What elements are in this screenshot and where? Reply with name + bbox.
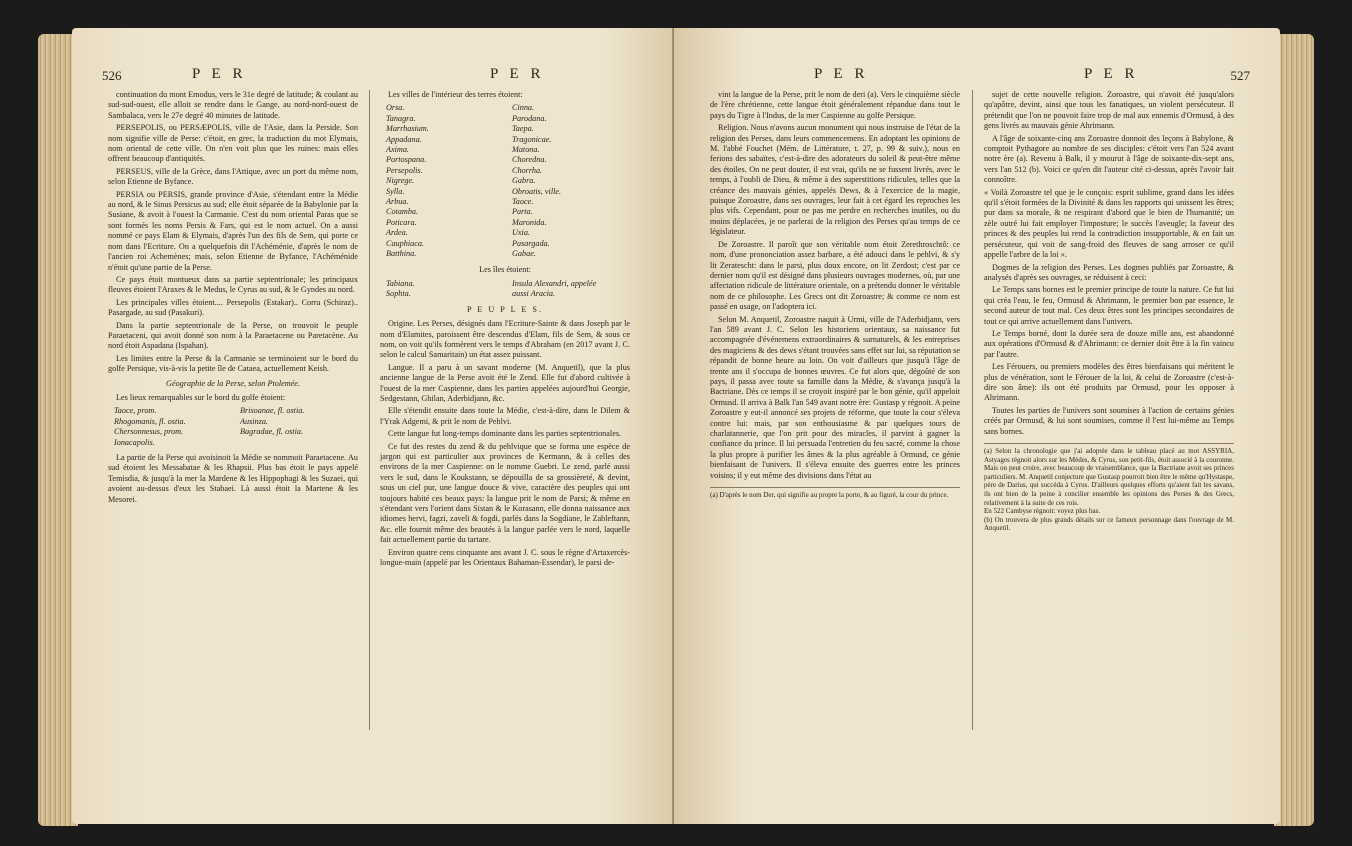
list-item: Ausinza.: [240, 416, 268, 426]
running-header: P E R: [814, 66, 869, 82]
paragraph: Environ quatre cens cinquante ans avant J. C. sous le règne d'Artaxercès-longue-main (appelé par les Orientaux Bahaman-Essendar), le parsi de-: [380, 547, 630, 568]
paragraph: Selon M. Anquetil, Zoroastre naquit à Urmi, ville de l'Aderbidjann, vers l'an 589 avant J. C. Selon les historiens orientaux, sa naissance fut accompagnée d'événemens extraordinaires & surnaturels, & les entreprises des magiciens & des dews s'étant trouvées sans effet sur lui, sa réputation se répandit de bonne heure au loin. On voit d'ailleurs que jusqu'à l'âge de trente ans il s'occupa de bonnes œuvres. Ce fut alors que, dégoûté de son pays, il passa avec toute sa famille dans la Médie, & s'avança jusqu'à la Bactriane. Dès ce temps il se croyoit inspiré par le bon génie, qu'il appeloit Ormusd. Il arriva à Balk l'an 549 avant notre ère: Gustasp y régnoit. A peine Zoroastre y eut-il annoncé ses projets de réforme, que toute la cour s'éleva contre lui: mais, par son enthousiasme & par quelques tours de charlatannerie, que l'on prit pour des miracles, il parvint à gagner la confiance du prince. Il lui persuada l'entretien du feu sacré, comme la chose la plus propre à purifier les âmes & la plus agréable à Ormusd, ce génie bienfaisant de l'univers. Il s'éleva ensuite des guerres entre les princes voisins; il y eut même des divisions dans l'état au: [710, 314, 960, 480]
page-number: 527: [1230, 68, 1250, 83]
list-item: Chorrha.: [512, 165, 543, 175]
list-item: Pasargada.: [512, 238, 550, 248]
paragraph: Langue. Il a paru à un savant moderne (M. Anquetil), que la plus ancienne langue de la Perse avoit été le Zend. Elle fut d'abord cultivée à l'ouest de la mer Caspienne, dans les parties appelées aujourd'hui Georgie, Sedgestann, Ghilan, Aderbidjann, &c.: [380, 362, 630, 403]
paragraph: Toutes les parties de l'univers sont soumises à l'action de certains génies créés par Ormusd, & lui sont soumises, comme il l'est lui-même au Temps sans bornes.: [984, 405, 1234, 436]
open-book: [38, 20, 1314, 830]
list-item: Tanagra.: [386, 113, 416, 123]
column-left: [108, 90, 358, 507]
paragraph: Le Temps sans bornes est le premier principe de toute la nature. Ce fut lui qui créa l'eau, le feu, Ormusd & Ahrimann, le premier bon par essence, le second auteur de tout mal. Ces deux êtres sont les principes secondaires de tout ce qui arrive actuellement dans l'univers.: [984, 285, 1234, 326]
list-item: Insula Alexandri, appelée: [512, 278, 597, 288]
list-item: Matona.: [512, 145, 540, 155]
running-header: P E R: [490, 66, 545, 82]
list-item: Sylla.: [386, 186, 405, 196]
footnote: (a) Selon la chronologie que j'ai adoptée dans le tableau placé au mot ASSYRIA, Astyages régnoit alors sur les Mèdes, & Cyrus, son petit-fils, étoit associé à la couronne. Mais on peut croire, avec beaucoup de vraisemblance, que la Bactriane avoit ses princes particuliers. M. Anquetil conjecture que Gustasp pourroit bien être le même qu'Hystaspe, père de Darius, qui succéda à Cyrus. D'ailleurs quelques efforts qu'aient fait les savans, ils ont bien de la peine à concilier ensemble les opinions des Perses & des Grecs, relativement à la suite de ces rois.: [984, 447, 1234, 507]
list-item: Chersonnesus, prom.: [114, 427, 184, 437]
list-item: Marrhasium.: [386, 124, 429, 134]
paragraph: sujet de cette nouvelle religion. Zoroastre, qui n'avoit été jusqu'alors qu'apôtre, devint, ainsi que tous les fanatiques, un violent persécuteur. Il prétendit que l'on ne pouvoit faire trop de mal aux ennemis d'Ormusd, à des gens livrés au mauvais génie Ahrimann.: [984, 90, 1234, 131]
list-item: Bagradae, fl. ostia.: [240, 427, 303, 437]
paragraph: Le Temps borné, dont la durée sera de douze mille ans, est abandonné aux opérations d'Ormusd & d'Ahrimann: ce dernier doit être à la fin vaincu par l'autre.: [984, 328, 1234, 359]
island-list: [386, 279, 630, 300]
column-rule: [369, 90, 370, 730]
running-header: P E R: [1084, 66, 1139, 82]
list-item: Persepolis.: [386, 165, 423, 175]
list-item: Brisoanae, fl. ostia.: [240, 406, 305, 416]
paragraph: A l'âge de soixante-cinq ans Zoroastre donnoit des leçons à Babylone, & comptoit Pythagore au nombre de ses disciples: c'étoit vers l'an 524 avant notre ère (a). Revenu à Balk, il y mourut à l'âge de soixante-dix-sept ans, vers l'an 512 (b). Voici ce qu'en dit l'auteur cité ci-dessus, après l'avoir fait connoître.: [984, 133, 1234, 185]
city-list: [386, 103, 630, 259]
section-heading: P E U P L E S.: [467, 304, 543, 314]
footnotes: [984, 443, 1234, 533]
paragraph: De Zoroastre. Il paroît que son véritable nom étoit Zerethroschtô: ce nom, d'une prononciation assez barbare, a été adouci dans le pehlvi, & s'y lit Zeratescht: dans le parsi, plus doux encore, on lit Zerdost; c'est par ce dernier nom qu'il est désigné dans plusieurs ouvrages modernes, où, par une affectation ridicule de littérature orientale, on a prétendu donner le véritable nom de ce philosophe. Les Grecs ont dit Zoroastre; & comme ce nom est passé en usage, on l'adoptera ici.: [710, 239, 960, 312]
running-header: P E R: [192, 66, 247, 82]
footnote: (b) On trouvera de plus grands détails sur ce fameux personnage dans l'ouvrage de M. Anquetil.: [984, 515, 1234, 533]
list-item: Maronida.: [512, 217, 547, 227]
list-item: Axima.: [386, 145, 409, 155]
list-item: Parta.: [512, 207, 533, 217]
column-left: [710, 90, 960, 500]
list-item: Obroatis, ville.: [512, 186, 562, 196]
list-item: Cauphiaca.: [386, 238, 424, 248]
list-item: Ardea.: [386, 228, 408, 238]
list-item: Taoce, prom.: [114, 406, 157, 416]
section-heading: Géographie de la Perse, selon Ptolemée.: [166, 378, 300, 388]
list-item: Nigrege.: [386, 176, 415, 186]
block-quote: [984, 188, 1234, 261]
list-item: aussi Aracia.: [512, 289, 556, 299]
section-heading: Les îles étoient:: [479, 264, 531, 274]
list-item: Parodana.: [512, 113, 547, 123]
list-item: Cinna.: [512, 103, 535, 113]
paragraph: continuation du mont Emodus, vers le 31e degré de latitude; & coulant au sud-sud-ouest, elle alloit se rendre dans le Gange, au nord-nord-ouest de Sambalaca, vers le 27e degré 40 minutes de latitude.: [108, 90, 358, 120]
paragraph: Ce pays étoit montueux dans sa partie septentrionale; les principaux fleuves étoient l'Araxes & le Medus, le Cyrus au sud, & le Gyndes au nord.: [108, 274, 358, 295]
paragraph: Ce fut des restes du zend & du pehlvique que se forma une espèce de jargon qui est particulier aux provinces de Kermann, & à celles des environs de la mer Caspienne: on le nomme Guebri. Le zend, parlé aussi vers le sud, dans le Koukstann, se dépouilla de sa grossièreté, & devint, sous un ciel pur, une langue douce & vive, caractère des peuples qui ont toujours habité ces beaux pays: la langue prit le nom de Parsi; & même en s'étendant vers l'orient dans Sistan & le Korasann, elle donna naissance aux idiomes hervi, fagzi, zaveli & fogdi, parlés dans la Sogdiane, le Zableftann, &c. elle fournit même des beautés à la langue parlée vers le nord, laquelle fait actuellement partie du tartare.: [380, 441, 630, 545]
list-item: Gabra.: [512, 176, 536, 186]
right-page-edges: [1274, 34, 1314, 826]
list-item: Rhogomanis, fl. ostia.: [114, 416, 186, 426]
paragraph: Religion. Nous n'avons aucun monument qui nous instruise de l'état de la religion des Perses, dans leurs commencemens. En adoptant les opinions de M. l'abbé Fouchet (Mém. de Littérature, t. 27, p. 99 & suiv.), nous en ferions des sabaïtes, c'est-à-dire des adorateurs du soleil & peut-être même des étoiles. On ne peut douter, il est vrai, qu'ils ne se fussent livrés, avec le temps, à l'oubli de Dieu, & même à des superstitions ridicules, telles que la créance des mauvais génies, appelés Dews, & à l'exercice de la magie, puisque Zoroastre, dans ses ouvrages, leur fait à cet égard les reproches les plus vifs. Cependant, pour ne pas me perdre en recherches inutiles, ou du moins déplacées, je ne parlerai de la religion des Perses qu'au temps de ce législateur.: [710, 123, 960, 237]
paragraph: La partie de la Perse qui avoisinoit la Médie se nommoit Paraetacene. Au sud étoient les Messabatae & les Rhapsii. Plus bas étoit le pays appelé Temisdia, & jusqu'à la mer la Mardene & les Hippophagi & les Suzaei, qui avoient au-dessus d'eux les Stabaei. Là aussi étoit la Martene & les Mesorei.: [108, 453, 358, 504]
list-item: Appadana.: [386, 134, 422, 144]
paragraph: Cette langue fut long-temps dominante dans les parties septentrionales.: [388, 429, 622, 439]
paragraph: Les limites entre la Perse & la Carmanie se terminoient sur le bord du golfe Persique, vis-à-vis la petite île de Cataea, actuellement Keish.: [108, 353, 358, 374]
paragraph: Les villes de l'intérieur des terres étoient:: [388, 90, 523, 99]
left-page: [72, 28, 678, 824]
paragraph: Elle s'étendit ensuite dans toute la Médie, c'est-à-dire, dans le Dilem & l'Yrak Adgemi, & prit le nom de Pehlvi.: [380, 406, 630, 426]
paragraph: PERSEUS, ville de la Grèce, dans l'Attique, avec un port du même nom, selon Etienne de Byfance.: [108, 166, 358, 187]
right-page: [674, 28, 1280, 824]
list-item: Ionacapolis.: [114, 437, 155, 447]
list-item: Cotamba.: [386, 207, 419, 217]
list-item: Arbua.: [386, 197, 409, 207]
footnote: En 522 Cambyse régnoit: voyez plus bas.: [984, 507, 1101, 516]
paragraph: PERSEPOLIS, ou PERSÆPOLIS, ville de l'Asie, dans la Perside. Son nom signifie ville de Perse: c'étoit, en grec, la traduction du mot Elymais, nom oriental de cette ville. On n'en voit plus que les ruines: mais elles offrent beaucoup d'antiquités.: [108, 123, 358, 164]
list-item: Batthina.: [386, 249, 417, 259]
list-item: Gabae.: [512, 249, 536, 259]
column-right: [984, 90, 1234, 533]
place-list: [114, 406, 358, 448]
list-item: Tabiana.: [386, 278, 415, 288]
list-item: Poticara.: [386, 217, 417, 227]
paragraph: PERSIA ou PERSIS, grande province d'Asie, s'étendant entre la Médie au nord, & le Sinus Persicus au sud; elle étoit séparée de la Babylonie par la Susiane, & avoit à l'ouest la Carmanie. C'est du nom oriental Paras que se sont formés les noms Persis & Fars, qui est le nom actuel. On a aussi nommé ce pays Elam & Elymais, d'après l'un des fils de Sem, qui porte ce nom dans l'Ecriture. On a quelquefois dit l'Achéménie, d'après le nom de l'ancien roi Achemènes; mais, selon Etienne de Byfance, l'Achéménide n'étoit qu'une partie de la Perse.: [108, 189, 358, 272]
paragraph: Origine. Les Perses, désignés dans l'Ecriture-Sainte & dans Joseph par le nom d'Elamites, paroissent être descendus d'Elam, fils de Sem, & sous ce nom, on voit qu'ils formèrent vers le temps d'Abraham (en 2017 avant J. C. selon le calcul Samaritain) un état assez puissant.: [380, 319, 630, 360]
column-right: [380, 90, 630, 570]
list-item: Portospana.: [386, 155, 427, 165]
paragraph: Les Férouers, ou premiers modèles des êtres bienfaisans qui méritent le plus de vénération, sont le Férouer de la loi, & celui de Zoroastre (c'est-à-dire son âme): ils ont été produits par Ormusd, pour les opposer à Ahrimann.: [984, 362, 1234, 403]
quote-text: « Voilà Zoroastre tel que je le conçois: esprit sublime, grand dans les idées qu'il s'étoit formées de la Divinité & dans les rapports qui unissent les êtres; pur dans sa morale, & ne respirant d'abord que le bien de l'humanité; un zèle outré lui fait employer l'imposture; le succès l'aveugle; la faveur des princes & des peuples lui rend la contradiction insupportable, & en fait un persécuteur, qui voit de sang-froid des fleuves de sang arroser ce qu'il appelle l'arbre de la loi ».: [984, 187, 1234, 260]
paragraph: Dogmes de la religion des Perses. Les dogmes publiés par Zoroastre, & analysés d'après ses ouvrages, se réduisent à ceci:: [984, 262, 1234, 282]
list-item: Uxia.: [512, 228, 530, 238]
list-item: Choredna.: [512, 155, 547, 165]
paragraph: Dans la partie septentrionale de la Perse, on trouvoit le peuple Paraetaceni, qui avoit donné son nom à la Paraetacene ou Paretacène. Au nord étoit Aspadana (Ispahan).: [108, 320, 358, 351]
list-item: Taoce.: [512, 197, 534, 207]
page-number: 526: [102, 68, 122, 83]
footnote: (a) D'après le nom Der, qui signifie au propre la porte, & au figuré, la cour du prince.: [710, 487, 960, 500]
list-item: Orsa.: [386, 103, 405, 113]
paragraph: Les principales villes étoient.... Persepolis (Estakar).. Corra (Schiraz).. Pasargade, au sud (Pasakuri).: [108, 297, 358, 318]
paragraph: vint la langue de la Perse, prit le nom de deri (a). Vers le cinquième siècle de l'ère chrétienne, cette langue étoit généralement répandue dans tout le pays du Tigre à l'Indus, de la mer Caspienne au golfe Persique.: [710, 90, 960, 120]
list-item: Tragonicae.: [512, 134, 552, 144]
paragraph: Les lieux remarquables sur le bord du golfe étoient:: [116, 392, 286, 402]
list-item: Sophta.: [386, 289, 411, 299]
column-rule: [972, 90, 973, 730]
list-item: Taepa.: [512, 124, 534, 134]
